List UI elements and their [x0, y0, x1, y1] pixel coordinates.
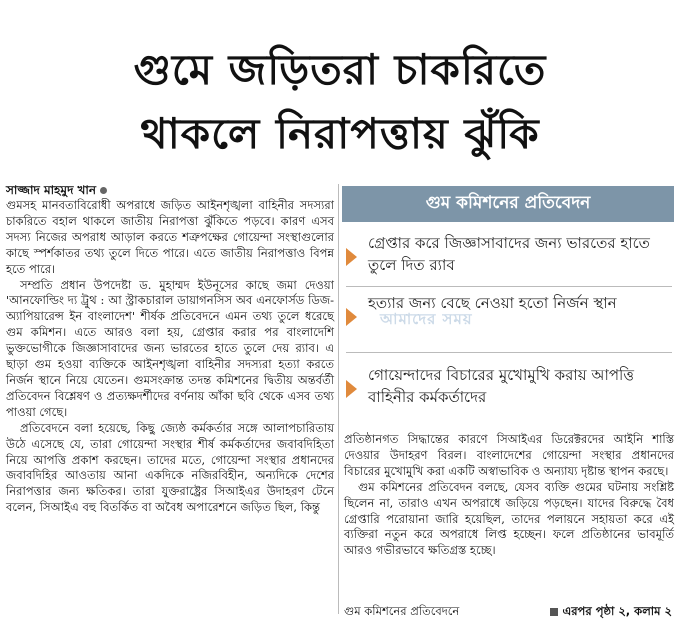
arrow-icon [346, 248, 357, 266]
callout-item [346, 232, 672, 276]
divider [346, 286, 672, 287]
bullet-icon [100, 187, 107, 194]
divider [346, 352, 672, 353]
article-column-right [344, 432, 674, 559]
paragraph: প্রতিবেদনে বলা হয়েছে, কিছু জ্যেষ্ঠ কর্মকর্তার সঙ্গে আলাপচারিতায় উঠে এসেছে যে, তারা গোয়েন্দা সংস্থার শীর্ষ কর্মকর্তাদের জবাবদিহিতা নিয়ে আপত্তি প্রকাশ করছেন। তাদের মতে, গোয়েন্দা সংস্থার প্রধানদের জবাবদিহির আওতায় আনা একদিকে নজিরবিহীন, অন্যদিকে দেশের নিরাপত্তার জন্য ক্ষতিকর। তারা যুক্তরাষ্ট্রের সিআইএর উদাহরণ টেনে বলেন, সিআইএ বহু বিতর্কিত বা অবৈধ অপারেশনে জড়িত ছিল, কিন্তু [6, 420, 334, 515]
arrow-icon [346, 380, 357, 398]
headline-line-1: গুমে জড়িতরা চাকরিতে [133, 45, 547, 94]
paragraph-tail: গুম কমিশনের প্রতিবেদনে [344, 604, 460, 618]
callout-text: গোয়েন্দাদের বিচারের মুখোমুখি করায় আপত্তি বাহিনীর কর্মকর্তাদের [368, 366, 635, 406]
continued-text: এরপর পৃষ্ঠা ২, কলাম ২ [562, 604, 672, 618]
author-name: সাজ্জাদ মাহমুদ খান [6, 183, 97, 197]
watermark: আমাদের সময় [380, 310, 473, 328]
square-bullet-icon [550, 608, 558, 616]
callout-item [346, 364, 672, 408]
callout-text: গ্রেপ্তার করে জিজ্ঞাসাবাদের জন্য ভারতের হাতে তুলে দিত র‍্যাব [368, 234, 650, 274]
paragraph: প্রতিষ্ঠানগত সিদ্ধান্তের কারণে সিআইএর ডিরেক্টরদের আইনি শাস্তি দেওয়ার উদাহরণ বিরল। বাংলাদেশের গোয়েন্দা সংস্থার প্রধানদের বিচারের মুখোমুখি করা একটি অস্বাভাবিক ও অন্যায্য দৃষ্টান্ত স্থাপন করছে। [344, 432, 674, 478]
paragraph: সম্প্রতি প্রধান উপদেষ্টা ড. মুহাম্মদ ইউনূসের কাছে জমা দেওয়া 'আনফোল্ডিং দ্য ট্রুথ : আ স্ট্রাকচারাল ডায়াগনসিস অব এনফোর্সড ডিজ-অ্যাপিয়ারেন্স ইন বাংলাদেশ' শীর্ষক প্রতিবেদনে এমন তথ্য তুলে ধরেছে গুম কমিশন। এতে আরও বলা হয়, গ্রেপ্তার করার পর বাংলাদেশি ভুক্তভোগীকে জিজ্ঞাসাবাদের জন্য ভারতের হাতে তুলে দেয় র‍্যাব। এ ছাড়া গুম হওয়া ব্যক্তিকে আইনশৃঙ্খলা বাহিনীর সদস্যরা হত্যা করতে নির্জন স্থানে নিয়ে যেতেন। গুমসংক্রান্ত তদন্ত কমিশনের দ্বিতীয় অন্তর্বর্তী প্রতিবেদন বিশ্লেষণ ও প্রত্যক্ষদর্শীদের বর্ণনায় আঁকা ছবি থেকে এসব তথ্য পাওয়া গেছে। [6, 277, 334, 419]
sidebar-title: গুম কমিশনের প্রতিবেদন [342, 186, 674, 222]
paragraph: গুম কমিশনের প্রতিবেদন বলছে, যেসব ব্যক্তি গুমের ঘটনায় সংশ্লিষ্ট ছিলেন না, তারাও এখন অপরাধে জড়িয়ে পড়ছেন। যাদের বিরুদ্ধে বৈধ গ্রেপ্তারি পরোয়ানা জারি হয়েছিল, তাদের পলায়নে সহায়তা করে এই ব্যক্তিরা নতুন করে অপরাধে লিপ্ত হচ্ছেন। ফলে প্রতিষ্ঠানের ভাবমূর্তি আরও গভীরভাবে ক্ষতিগ্রস্ত হচ্ছে। [344, 479, 674, 558]
headline-line-2: থাকলে নিরাপত্তায় ঝুঁকি [140, 109, 540, 158]
article-column-left [6, 198, 334, 516]
column-divider [338, 184, 339, 614]
paragraph: গুমসহ মানবতাবিরোধী অপরাধে জড়িত আইনশৃঙ্খলা বাহিনীর সদস্যরা চাকরিতে বহাল থাকলে জাতীয় নিরাপত্তা ঝুঁকিতে পড়বে। কারণ এসব সদস্য নিজের অপরাধ আড়াল করতে শত্রুপক্ষের গোয়েন্দা সংস্থাগুলোর কাছে স্পর্শকাতর তথ্য তুলে দিতে পারে। এতে জাতীয় নিরাপত্তাও বিপন্ন হতে পারে। [6, 198, 334, 276]
continued-note [550, 603, 672, 622]
callout-text: হত্যার জন্য বেছে নেওয়া হতো নির্জন স্থান [368, 294, 617, 312]
headline [0, 38, 680, 166]
arrow-icon [346, 308, 357, 326]
